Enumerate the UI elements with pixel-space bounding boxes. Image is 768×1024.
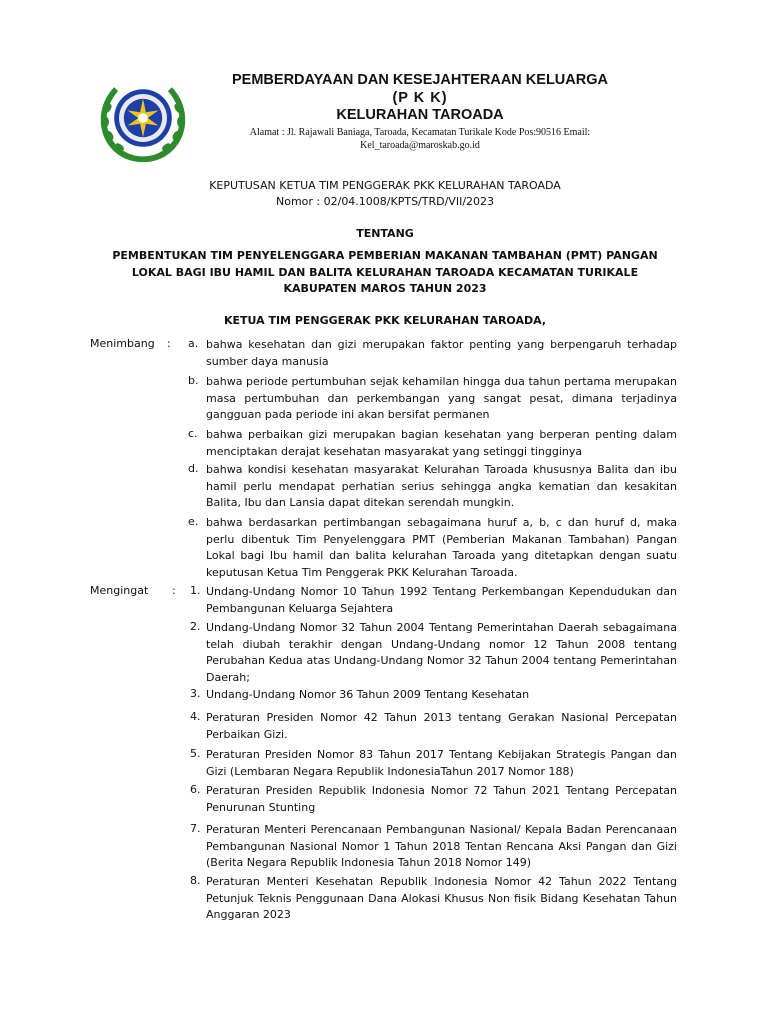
menimbang-marker: d. — [188, 462, 199, 475]
mengingat-marker: 1. — [190, 584, 201, 597]
menimbang-label: Menimbang — [90, 337, 155, 350]
mengingat-item: Undang-Undang Nomor 32 Tahun 2004 Tentang Pemerintahan Daerah sebagaimana telah diubah terakhir dengan Undang-Undang nomor 12 Tahun 2008 tentang Perubahan Kedua atas Undang-Undang Nomor 32 Tahun 2004 tentang Pemerintahan Daerah; — [206, 621, 677, 684]
mengingat-item: Peraturan Menteri Kesehatan Republik Indonesia Nomor 42 Tahun 2022 Tentang Petunjuk Teknis Penggunaan Dana Alokasi Khusus Non fisik Bidang Kesehatan Tahun Anggaran 2023 — [206, 875, 677, 921]
mengingat-item: Peraturan Presiden Nomor 83 Tahun 2017 Tentang Kebijakan Strategis Pangan dan Gizi (Lembaran Negara Republik IndonesiaTahun 2017 Nomor 188) — [206, 748, 677, 778]
decree-subject — [90, 248, 680, 298]
menimbang-marker: b. — [188, 374, 199, 387]
mengingat-marker: 3. — [190, 687, 201, 700]
menimbang-marker: e. — [188, 515, 199, 528]
mengingat-marker: 6. — [190, 783, 201, 796]
menimbang-item: bahwa kesehatan dan gizi merupakan faktor penting yang berpengaruh terhadap sumber daya manusia — [206, 338, 677, 368]
menimbang-item: bahwa berdasarkan pertimbangan sebagaimana huruf a, b, c dan huruf d, maka perlu dibentuk Tim Penyelenggara PMT (Pemberian Makanan Tambahan) Pangan Lokal bagi Ibu hamil dan balita kelurahan Taroada yang ditetapkan dengan suatu keputusan Ketua Tim Penggerak PKK Kelurahan Taroada. — [206, 516, 677, 579]
mengingat-item: Peraturan Menteri Perencanaan Pembangunan Nasional/ Kepala Badan Perencanaan Pembangunan Nasional Nomor 1 Tahun 2018 Tentan Rencana Aksi Pangan dan Gizi (Berita Negara Republik Indonesia Tahun 2018 Nomor 149) — [206, 823, 677, 869]
decree-title: KEPUTUSAN KETUA TIM PENGGERAK PKK KELURAHAN TAROADA — [209, 179, 561, 192]
mengingat-item: Undang-Undang Nomor 36 Tahun 2009 Tentang Kesehatan — [206, 688, 530, 701]
mengingat-marker: 5. — [190, 747, 201, 760]
address-line1: Alamat : Jl. Rajawali Baniaga, Taroada, Kecamatan Turikale Kode Pos:90516 Email: — [249, 127, 591, 138]
org-name-line3: KELURAHAN TAROADA — [336, 107, 504, 123]
decree-number: Nomor : 02/04.1008/KPTS/TRD/VII/2023 — [275, 195, 495, 208]
mengingat-label: Mengingat — [90, 584, 149, 597]
menimbang-marker: c. — [188, 427, 198, 440]
subject-line3: KABUPATEN MAROS TAHUN 2023 — [283, 282, 487, 295]
issuer-heading: KETUA TIM PENGGERAK PKK KELURAHAN TAROADA, — [223, 314, 547, 327]
pkk-emblem-icon — [95, 70, 191, 166]
mengingat-marker: 8. — [190, 874, 201, 887]
menimbang-marker: a. — [188, 337, 199, 350]
address-line2: Kel_taroada@maroskab.go.id — [360, 140, 480, 151]
mengingat-marker: 4. — [190, 710, 201, 723]
tentang-heading: TENTANG — [356, 227, 414, 240]
org-name-line2: (P K K) — [392, 90, 448, 106]
menimbang-item: bahwa periode pertumbuhan sejak kehamilan hingga dua tahun pertama merupakan masa pertumbuhan dan perkembangan yang sangat pesat, dimana terjadinya gangguan pada periode ini akan bersifat permanen — [206, 375, 677, 421]
subject-line2: LOKAL BAGI IBU HAMIL DAN BALITA KELURAHAN TAROADA KECAMATAN TURIKALE — [131, 265, 639, 279]
mengingat-item: Undang-Undang Nomor 10 Tahun 1992 Tentang Perkembangan Kependudukan dan Pembangunan Keluarga Sejahtera — [206, 585, 677, 615]
mengingat-marker: 7. — [190, 822, 201, 835]
address-block — [230, 126, 610, 152]
subject-line1: PEMBENTUKAN TIM PENYELENGGARA PEMBERIAN MAKANAN TAMBAHAN (PMT) PANGAN — [112, 249, 658, 262]
menimbang-colon: : — [167, 337, 171, 350]
menimbang-item: bahwa kondisi kesehatan masyarakat Kelurahan Taroada khususnya Balita dan ibu hamil perlu mendapat perhatian serius sehingga angka kematian dan kesakitan Balita, Ibu dan Lansia dapat ditekan serendah mungkin. — [206, 463, 677, 509]
org-name-line1: PEMBERDAYAAN DAN KESEJAHTERAAN KELUARGA — [232, 72, 608, 88]
menimbang-item: bahwa perbaikan gizi merupakan bagian kesehatan yang berperan penting dalam menciptakan derajat kesehatan masyarakat yang setinggi tingginya — [206, 428, 677, 458]
mengingat-marker: 2. — [190, 620, 201, 633]
mengingat-item: Peraturan Presiden Nomor 42 Tahun 2013 tentang Gerakan Nasional Percepatan Perbaikan Gizi. — [206, 711, 677, 741]
mengingat-colon: : — [172, 584, 176, 597]
mengingat-item: Peraturan Presiden Republik Indonesia Nomor 72 Tahun 2021 Tentang Percepatan Penurunan Stunting — [206, 784, 677, 814]
